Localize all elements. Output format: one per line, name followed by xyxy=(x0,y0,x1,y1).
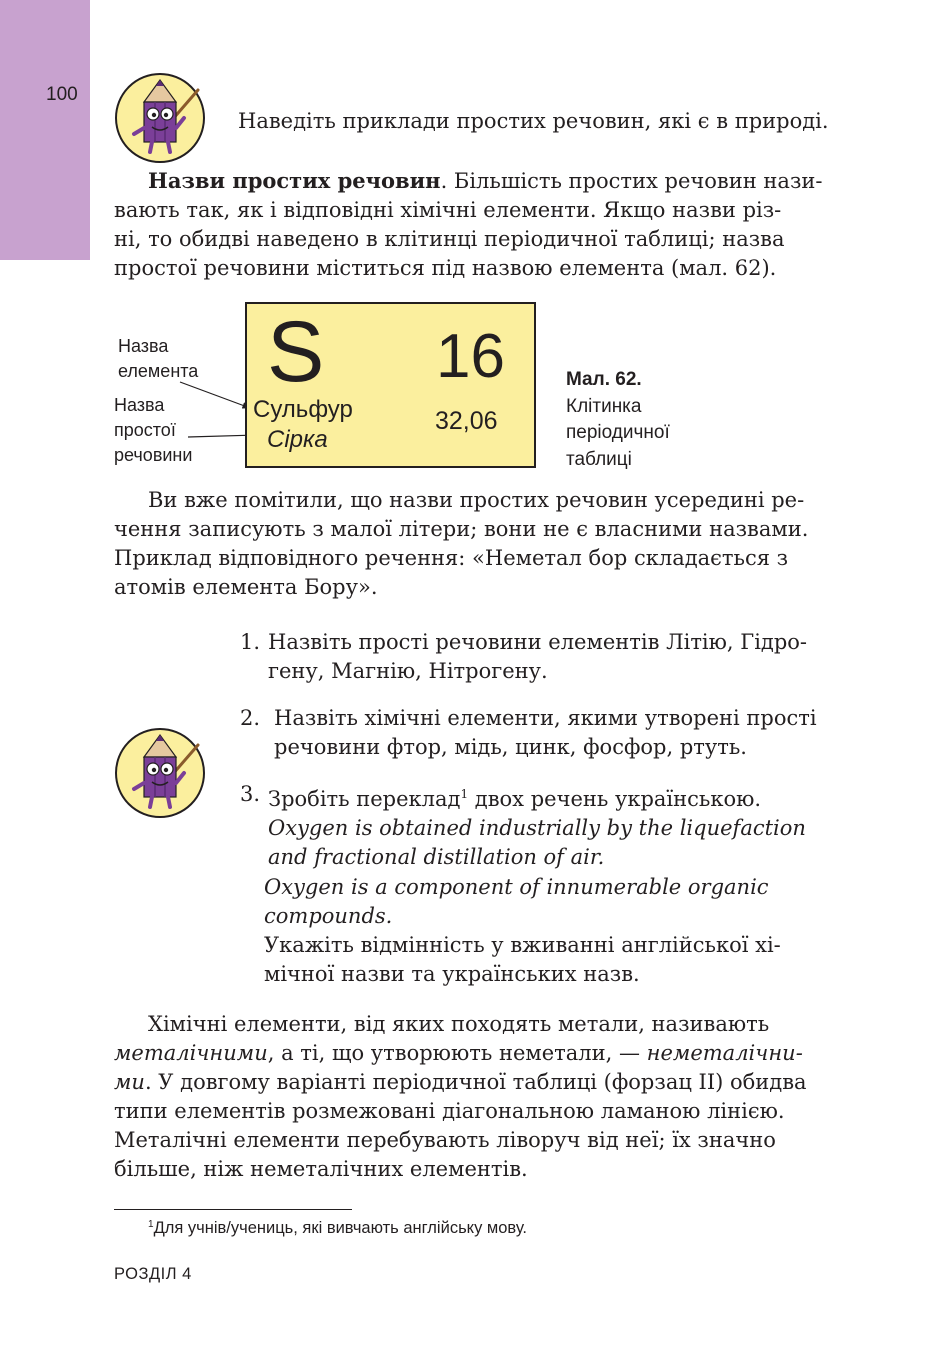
para1-line: ні, то обидві наведено в клітинці періодичної таблиці; назва xyxy=(114,227,785,251)
paragraph-heading: Назви простих речовин xyxy=(148,168,441,193)
paragraph-lowercase-names: Ви вже помітили, що назви простих речовин усередині ре- чення записують з малої літери; вони не є власними назвами. Приклад відповідного речення: «Неметал бор складається з атомів елемента Бору». xyxy=(114,488,809,599)
periodic-table-cell xyxy=(245,302,536,468)
paragraph-simple-substance-names xyxy=(114,166,861,283)
para1-line: простої речовини міститься під назвою елемента (мал. 62). xyxy=(114,256,777,280)
question-1-text: Назвіть прості речовини елементів Літію, Гідро- гену, Магнію, Нітрогену. xyxy=(268,630,808,683)
chapter-side-tab xyxy=(0,0,90,260)
para1-line: вають так, як і відповідні хімічні елементи. Якщо назви різ- xyxy=(114,198,782,222)
question-3-text: Зробіть переклад$^1$ двох речень українською. Oxygen is obtained industrially by the liquefaction and fractional distillation of air. xyxy=(268,787,806,869)
paragraph-metallic-elements: Хімічні елементи, від яких походять метали, називають металічними, а ті, що утворюють неметали, — неметалічни- ми. У довгому варіанті періодичної таблиці (форзац ІІ) обидва типи елементів розмежовані діагональною ламаною лінією. Металічні елементи перебувають ліворуч від неї; їх значно більше, ніж неметалічних елементів. xyxy=(114,1012,807,1181)
question-3-continuation: Oxygen is a component of innumerable organic compounds. Укажіть відмінність у вживанні англійської хі- мічної назви та українських назв. xyxy=(264,875,781,986)
section-label: РОЗДІЛ 4 xyxy=(114,1265,192,1283)
figure-caption: Мал. 62. Клітинка періодичної таблиці xyxy=(566,369,670,470)
english-sentence-2: Oxygen is a component of innumerable organic xyxy=(264,875,769,899)
page-number: 100 xyxy=(46,84,78,105)
footnote-mark: 1 xyxy=(460,787,469,801)
para1-line: . Більшість простих речовин нази- xyxy=(440,169,823,193)
atomic-mass: 32,06 xyxy=(435,407,498,435)
question-2-number: 2. xyxy=(240,706,261,730)
question-2-text: Назвіть хімічні елементи, якими утворені прості речовини фтор, мідь, цинк, фосфор, ртуть. xyxy=(274,706,817,759)
label-element-name: Назва елемента xyxy=(118,336,199,381)
exercise-prompt: Наведіть приклади простих речовин, які є в природі. xyxy=(238,109,829,133)
pencil-mascot-icon xyxy=(114,72,206,164)
element-symbol: S xyxy=(267,304,325,400)
element-name: Сульфур xyxy=(253,396,353,423)
label-simple-substance-name: Назва простої речовини xyxy=(114,395,193,465)
footnote: $^1$Для учнів/учениць, які вивчають англійську мову. xyxy=(148,1219,528,1237)
question-1-number: 1. xyxy=(240,630,261,654)
figure-caption-title: Мал. 62. xyxy=(566,369,642,390)
english-sentence-1: Oxygen is obtained industrially by the liquefaction xyxy=(268,816,806,840)
question-3-number: 3. xyxy=(240,782,261,806)
simple-substance-name: Сірка xyxy=(267,426,328,453)
footnote-divider xyxy=(114,1209,352,1210)
pencil-mascot-icon xyxy=(114,727,206,819)
atomic-number: 16 xyxy=(436,322,505,391)
